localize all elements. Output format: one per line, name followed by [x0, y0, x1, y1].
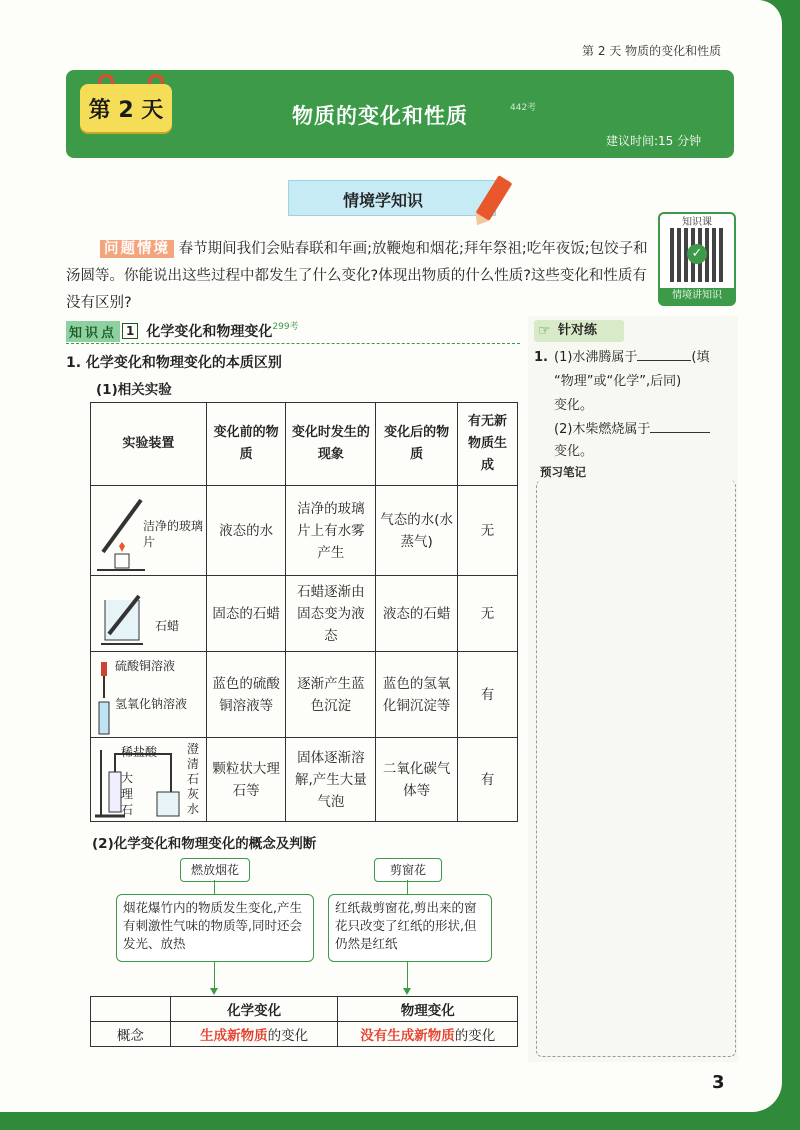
table-cell: 液态的石蜡: [376, 576, 458, 652]
experiment-table: [90, 402, 518, 822]
heading-related-experiments: (1)相关实验: [96, 382, 172, 398]
qr-top-label: 知识课: [682, 217, 712, 228]
arrow-down-icon: [403, 988, 411, 995]
question-line: 变化。: [554, 398, 594, 413]
question-number: 1.: [534, 350, 548, 365]
highlight-text: 生成新物质: [200, 1028, 268, 1044]
heading-concepts: (2)化学变化和物理变化的概念及判断: [92, 836, 317, 852]
table-cell: [338, 1022, 518, 1047]
table-cell: 蓝色的氢氧化铜沉淀等: [376, 652, 458, 738]
practice-header: ☞ 针对练: [534, 320, 624, 342]
cell-text: 的变化: [454, 1028, 496, 1044]
connector: [407, 962, 408, 988]
table-cell: 逐渐产生蓝色沉淀: [286, 652, 376, 738]
col-header: 变化时发生的现象: [286, 403, 376, 486]
table-cell: 二氧化碳气体等: [376, 738, 458, 822]
q-text: (填: [691, 350, 710, 365]
apparatus-label: 石蜡: [155, 618, 180, 633]
apparatus-label-b: 氢氧化钠溶液: [115, 696, 188, 711]
table-cell: 有: [458, 738, 518, 822]
beaker-icon: [95, 582, 151, 650]
table-cell: 气态的水(水蒸气): [376, 486, 458, 576]
table-cell: 液态的水: [206, 486, 286, 576]
table-cell: 洁净的玻璃片上有水雾产生: [286, 486, 376, 576]
cell-text: 的变化: [267, 1028, 309, 1044]
table-cell: 固态的石蜡: [206, 576, 286, 652]
table-row: [91, 652, 518, 738]
table-row: [91, 738, 518, 822]
highlight-text: 没有生成新物质: [360, 1028, 455, 1044]
paraffin-apparatus: [91, 578, 206, 650]
table-cell: 蓝色的硫酸铜溶液等: [206, 652, 286, 738]
suggested-time: 建议时间:15 分钟: [606, 134, 702, 148]
row-label: 概念: [91, 1022, 171, 1047]
table-cell: [170, 1022, 338, 1047]
table-cell: 颗粒状大理石等: [206, 738, 286, 822]
connector: [214, 962, 215, 988]
apparatus-label-a: 稀盐酸: [121, 744, 158, 759]
table-cell: 无: [458, 576, 518, 652]
knowledge-exam-count: 299考: [272, 321, 299, 332]
table-cell: 石蜡逐渐由固态变为液态: [286, 576, 376, 652]
day-label: 第 2 天: [80, 84, 172, 132]
notes-label: 预习笔记: [540, 465, 586, 479]
col-header: 变化前的物质: [206, 403, 286, 486]
connector: [214, 880, 215, 894]
table-cell: 有: [458, 652, 518, 738]
table-cell: 固体逐渐溶解,产生大量气泡: [286, 738, 376, 822]
knowledge-tag: 知识点: [66, 321, 120, 342]
marble-acid-apparatus: [91, 740, 206, 820]
check-icon: ✓: [687, 244, 707, 264]
apparatus-label-a: 硫酸铜溶液: [115, 658, 176, 673]
col-header: 物理变化: [338, 997, 518, 1022]
notes-area[interactable]: [536, 480, 736, 1057]
page-number: 3: [712, 1072, 725, 1093]
q-text: (2)木柴燃烧属于: [554, 422, 651, 437]
qr-bottom-label: 情境讲知识: [660, 288, 734, 304]
problem-scenario: [66, 236, 650, 317]
question-line: [554, 418, 710, 442]
scenario-text: 春节期间我们会贴春联和年画;放鞭炮和烟花;拜年祭祖;吃年夜饭;包饺子和汤圆等。你能说出这些过程中都发生了什么变化?体现出物质的什么性质?这些变化和性质有没有区别?: [66, 241, 648, 311]
knowledge-point-header: [66, 320, 299, 342]
table-cell: [91, 997, 171, 1022]
knowledge-title: 化学变化和物理变化: [146, 324, 273, 340]
fireworks-desc: 烟花爆竹内的物质发生变化,产生有刺激性气味的物质等,同时还会发光、放热: [116, 894, 314, 962]
col-header: 有无新物质生成: [458, 403, 518, 486]
col-header: 实验装置: [91, 403, 207, 486]
heading-1: 1. 化学变化和物理变化的本质区别: [66, 355, 282, 371]
answer-blank[interactable]: [637, 360, 691, 361]
table-row: [91, 576, 518, 652]
boiling-water-apparatus: [91, 490, 206, 572]
concept-table: [90, 996, 518, 1047]
chapter-title: 物质的变化和性质: [292, 104, 468, 128]
question-line: [554, 346, 710, 370]
apparatus-label: 洁净的玻璃片: [143, 518, 204, 549]
dropper-icon: [95, 658, 115, 736]
papercut-desc: 红纸裁剪窗花,剪出来的窗花只改变了红纸的形状,但仍然是红纸: [328, 894, 492, 962]
scenario-tag: 问题情境: [100, 240, 174, 258]
connector: [407, 880, 408, 894]
q-text: (1)水沸腾属于: [554, 350, 638, 365]
question-line: 变化。: [554, 444, 594, 459]
exam-count: 442考: [510, 103, 537, 113]
copper-sulfate-apparatus: [91, 654, 206, 736]
arrow-down-icon: [210, 988, 218, 995]
table-row: [91, 486, 518, 576]
section-ribbon: [288, 180, 496, 216]
col-header: 化学变化: [170, 997, 338, 1022]
qr-card[interactable]: [658, 212, 736, 306]
apparatus-label-c: 澄清石灰水: [187, 741, 200, 816]
fireworks-pill: 燃放烟花: [180, 858, 250, 882]
running-head: 第 2 天 物质的变化和性质: [582, 44, 722, 58]
knowledge-num: 1: [122, 323, 138, 339]
question-line: “物理”或“化学”,后同): [554, 374, 682, 389]
answer-blank[interactable]: [650, 432, 710, 433]
divider: [66, 343, 520, 344]
table-cell: 无: [458, 486, 518, 576]
apparatus-label-b: 大理石: [121, 770, 134, 817]
section-title: 情境学知识: [343, 191, 424, 210]
col-header: 变化后的物质: [376, 403, 458, 486]
papercut-pill: 剪窗花: [374, 858, 442, 882]
